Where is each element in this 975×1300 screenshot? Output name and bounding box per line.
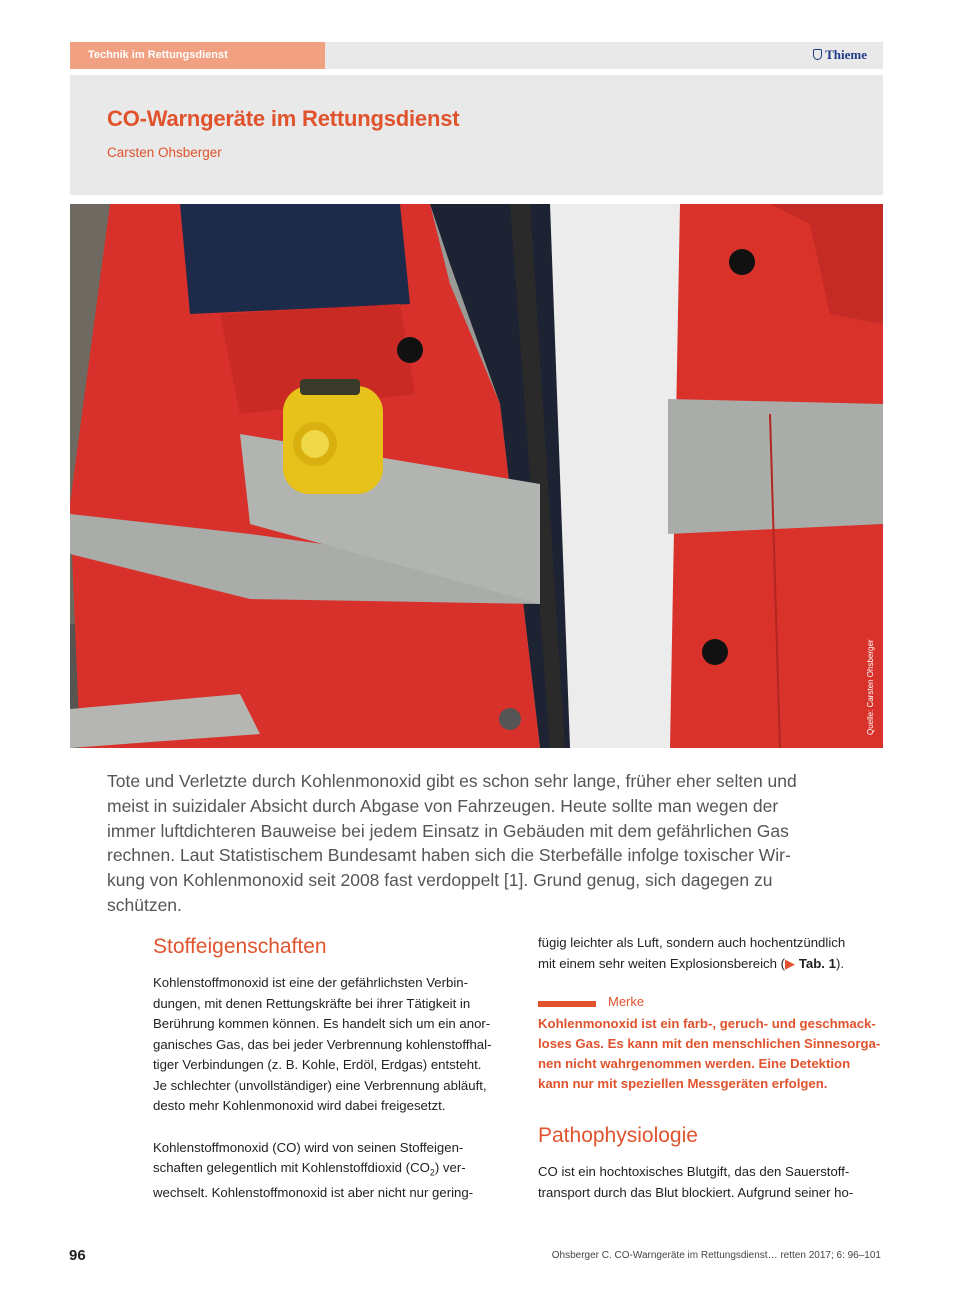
text-line: Kohlenstoffmonoxid ist eine der gefährlichsten Verbin- — [153, 975, 468, 990]
arrow-icon: ▶ — [785, 955, 796, 971]
text-line: nen nicht wahrgenommen werden. Eine Detektion — [538, 1056, 851, 1071]
text-span: mit einem sehr weiten Explosionsbereich ( — [538, 955, 786, 971]
intro-line: Tote und Verletzte durch Kohlenmonoxid gibt es schon sehr lange, früher eher selten und — [107, 771, 797, 791]
article-author: Carsten Ohsberger — [107, 145, 222, 160]
photo-illustration — [70, 204, 883, 748]
text-line: tiger Verbindungen (z. B. Kohle, Erdöl, Erdgas) entsteht. — [153, 1057, 482, 1072]
table-reference-link[interactable]: Tab. 1 — [798, 955, 836, 971]
paragraph — [153, 973, 498, 1117]
citation-footer: Ohsberger C. CO-Warngeräte im Rettungsdienst… retten 2017; 6: 96–101 — [551, 1250, 881, 1261]
paragraph — [538, 1162, 883, 1203]
title-box — [70, 75, 883, 195]
text-line: wechselt. Kohlenstoffmonoxid ist aber nicht nur gering- — [153, 1185, 474, 1201]
paragraph — [538, 933, 883, 974]
section-heading-stoffeigenschaften: Stoffeigenschaften — [153, 935, 327, 958]
text-line: Je schlechter (unvollständiger) eine Verbrennung abläuft, — [153, 1077, 487, 1093]
left-column — [153, 935, 498, 1204]
thieme-shield-icon — [813, 49, 822, 60]
text-line: Berührung kommen können. Es handelt sich um ein anor- — [153, 1016, 491, 1031]
merke-bar — [538, 1001, 596, 1007]
intro-line: meist in suizidaler Absicht durch Abgase von Fahrzeugen. Heute sollte man wegen der — [107, 795, 779, 816]
photo-credit: Quelle: Carsten Ohsberger — [866, 639, 875, 735]
intro-line: schützen. — [107, 894, 182, 915]
merke-text — [538, 1014, 883, 1094]
text-line: loses Gas. Es kann mit den menschlichen Sinnesorga- — [538, 1036, 881, 1051]
article-title: CO-Warngeräte im Rettungsdienst — [107, 106, 460, 131]
article-photo — [70, 204, 883, 748]
intro-paragraph — [107, 769, 807, 918]
section-label: Technik im Rettungsdienst — [70, 42, 325, 69]
text-line: Kohlenstoffmonoxid (CO) wird von seinen Stoffeigen- — [153, 1139, 464, 1155]
merke-label: Merke — [608, 994, 645, 1009]
intro-line: rechnen. Laut Statistischem Bundesamt haben sich die Sterbefälle infolge toxischer Wir- — [107, 845, 791, 866]
paragraph — [153, 1138, 498, 1204]
text-line: ganisches Gas, das bei jeder Verbrennung kohlenstoffhal- — [153, 1036, 492, 1052]
publisher-logo — [813, 47, 867, 63]
text-line — [538, 954, 883, 975]
page-number: 96 — [69, 1247, 86, 1264]
text-line: Kohlenmonoxid ist ein farb-, geruch- und geschmack- — [538, 1016, 876, 1031]
intro-line: kung von Kohlenmonoxid seit 2008 fast verdoppelt [1]. Grund genug, sich dagegen zu — [107, 870, 773, 891]
section-heading-pathophysiologie: Pathophysiologie — [538, 1124, 698, 1147]
publisher-name: Thieme — [825, 47, 867, 62]
text-line: dungen, mit denen Rettungskräfte bei ihrer Tätigkeit in — [153, 995, 471, 1011]
text-span: ) ver- — [434, 1160, 466, 1175]
text-line: fügig leichter als Luft, sondern auch hochentzündlich — [538, 935, 846, 950]
merke-box-header — [538, 994, 883, 1012]
text-line: kann nur mit speziellen Messgeräten erfolgen. — [538, 1076, 828, 1091]
text-line: desto mehr Kohlenmonoxid wird dabei freigesetzt. — [153, 1098, 446, 1113]
text-line: CO ist ein hochtoxisches Blutgift, das den Sauerstoff- — [538, 1164, 850, 1179]
text-span: schaften gelegentlich mit Kohlenstoffdioxid (CO — [153, 1160, 430, 1175]
intro-line: immer luftdichteren Bauweise bei jedem Einsatz in Gebäuden mit dem gefährlichen Gas — [107, 820, 789, 841]
text-span: ). — [835, 955, 845, 971]
text-line: transport durch das Blut blockiert. Aufgrund seiner ho- — [538, 1184, 854, 1200]
right-column — [538, 933, 883, 1203]
text-line — [153, 1158, 498, 1183]
subscript: 2 — [429, 1167, 435, 1178]
